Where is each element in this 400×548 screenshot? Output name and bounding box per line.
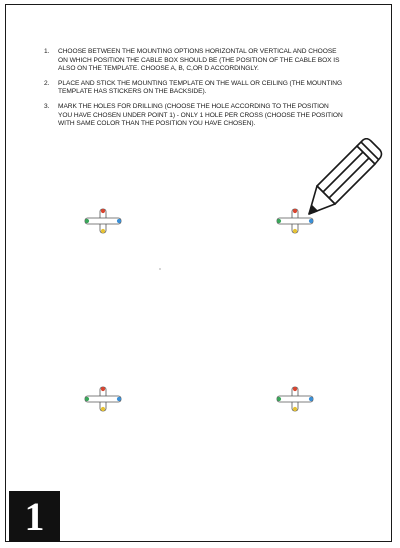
hole-right [309,397,313,401]
page-number: 1 [9,491,60,542]
step-text: CHOOSE BETWEEN THE MOUNTING OPTIONS HORIZONTAL OR VERTICAL AND CHOOSE ON WHICH POSITION THE CABLE BOX SHOULD BE (THE POSITION OF THE CABLE BOX IS ALSO ON THE TEMPLATE. CHOOSE A, B, C,OR D ACCORDINGLY. [58,48,340,73]
mounting-cross-icon [273,206,317,236]
hole-left [277,219,281,223]
instruction-list [44,48,344,135]
hole-left [85,397,89,401]
hole-right [309,219,313,223]
step-number: 3. [44,102,50,110]
instruction-step-1 [44,48,344,74]
hole-left [277,397,281,401]
hole-right [117,397,121,401]
step-text: MARK THE HOLES FOR DRILLING (CHOOSE THE HOLE ACCORDING TO THE POSITION YOU HAVE CHOSEN UNDER POINT 1) - ONLY 1 HOLE PER CROSS (CHOOSE THE POSITION WITH SAME COLOR THAN THE POSITION YOU HAVE CHOSEN). [58,102,343,128]
hole-right [117,219,121,223]
instruction-step-3 [44,103,344,129]
hole-top [293,209,297,213]
hole-bottom [101,407,105,411]
mounting-template-page [5,4,392,542]
pencil-icon [305,138,385,218]
hole-bottom [101,229,105,233]
step-number: 1. [44,48,50,55]
hole-left [85,219,89,223]
hole-top [101,387,105,391]
mounting-cross-icon [81,384,125,414]
mounting-cross-icon [273,384,317,414]
hole-bottom [293,229,297,233]
instruction-step-2 [44,80,344,97]
step-text: PLACE AND STICK THE MOUNTING TEMPLATE ON THE WALL OR CEILING (THE MOUNTING TEMPLATE HAS STICKERS ON THE BACKSIDE). [58,79,343,96]
step-number: 2. [44,79,50,87]
center-mark [159,268,161,270]
hole-top [293,387,297,391]
hole-top [101,209,105,213]
hole-bottom [293,407,297,411]
mounting-cross-icon [81,206,125,236]
